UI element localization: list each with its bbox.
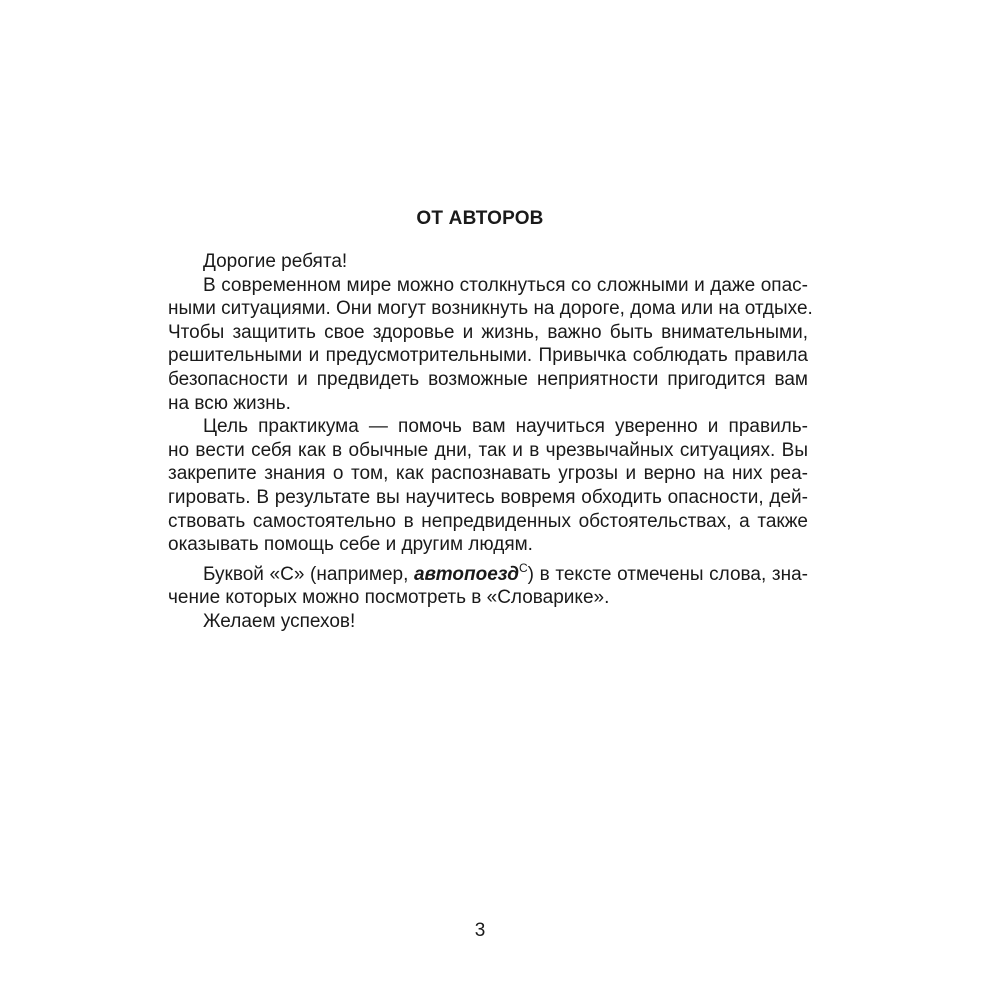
paragraph-line: ствовать самостоятельно в непредвиденных обстоятельствах, а также bbox=[168, 510, 808, 532]
page-number: 3 bbox=[474, 920, 486, 941]
closing-line: Желаем успехов! bbox=[203, 610, 356, 632]
glossary-marker: С bbox=[519, 560, 528, 575]
paragraph-2 bbox=[168, 415, 808, 557]
paragraph-3 bbox=[168, 557, 808, 610]
paragraph-line: Цель практикума — помочь вам научиться уверенно и правиль- bbox=[203, 416, 808, 438]
paragraph-line: безопасности и предвидеть возможные неприятности пригодится вам bbox=[168, 368, 808, 390]
greeting-line: Дорогие ребята! bbox=[203, 251, 348, 272]
paragraph-line: но вести себя как в обычные дни, так и в чрезвычайных ситуациях. Вы bbox=[168, 439, 808, 461]
paragraph-line: закрепите знания о том, как распознавать угрозы и верно на них реа- bbox=[168, 463, 808, 485]
paragraph-1 bbox=[168, 274, 813, 416]
paragraph-3-prefix: Буквой «С» (например, bbox=[203, 563, 414, 585]
paragraph-line bbox=[168, 557, 808, 587]
page-title: ОТ АВТОРОВ bbox=[416, 208, 544, 229]
paragraph-line: ными ситуациями. Они могут возникнуть на дороге, дома или на отдыхе. bbox=[168, 298, 813, 320]
body-text bbox=[168, 250, 813, 634]
paragraph-line: В современном мире можно столкнуться со сложными и даже опас- bbox=[203, 274, 808, 296]
paragraph-3-suffix: ) в тексте отмечены слова, зна- bbox=[527, 563, 808, 585]
paragraph-line: решительными и предусмотрительными. Привычка соблюдать правила bbox=[168, 345, 808, 367]
paragraph-line: оказывать помощь себе и другим людям. bbox=[168, 534, 533, 556]
paragraph-line: Чтобы защитить свое здоровье и жизнь, важно быть внимательными, bbox=[168, 321, 808, 343]
paragraph-line: гировать. В результате вы научитесь вовремя обходить опасности, дей- bbox=[168, 486, 808, 508]
paragraph-line: чение которых можно посмотреть в «Словарике». bbox=[168, 587, 610, 609]
example-term: автопоезд bbox=[413, 563, 519, 585]
paragraph-line: на всю жизнь. bbox=[168, 392, 291, 414]
